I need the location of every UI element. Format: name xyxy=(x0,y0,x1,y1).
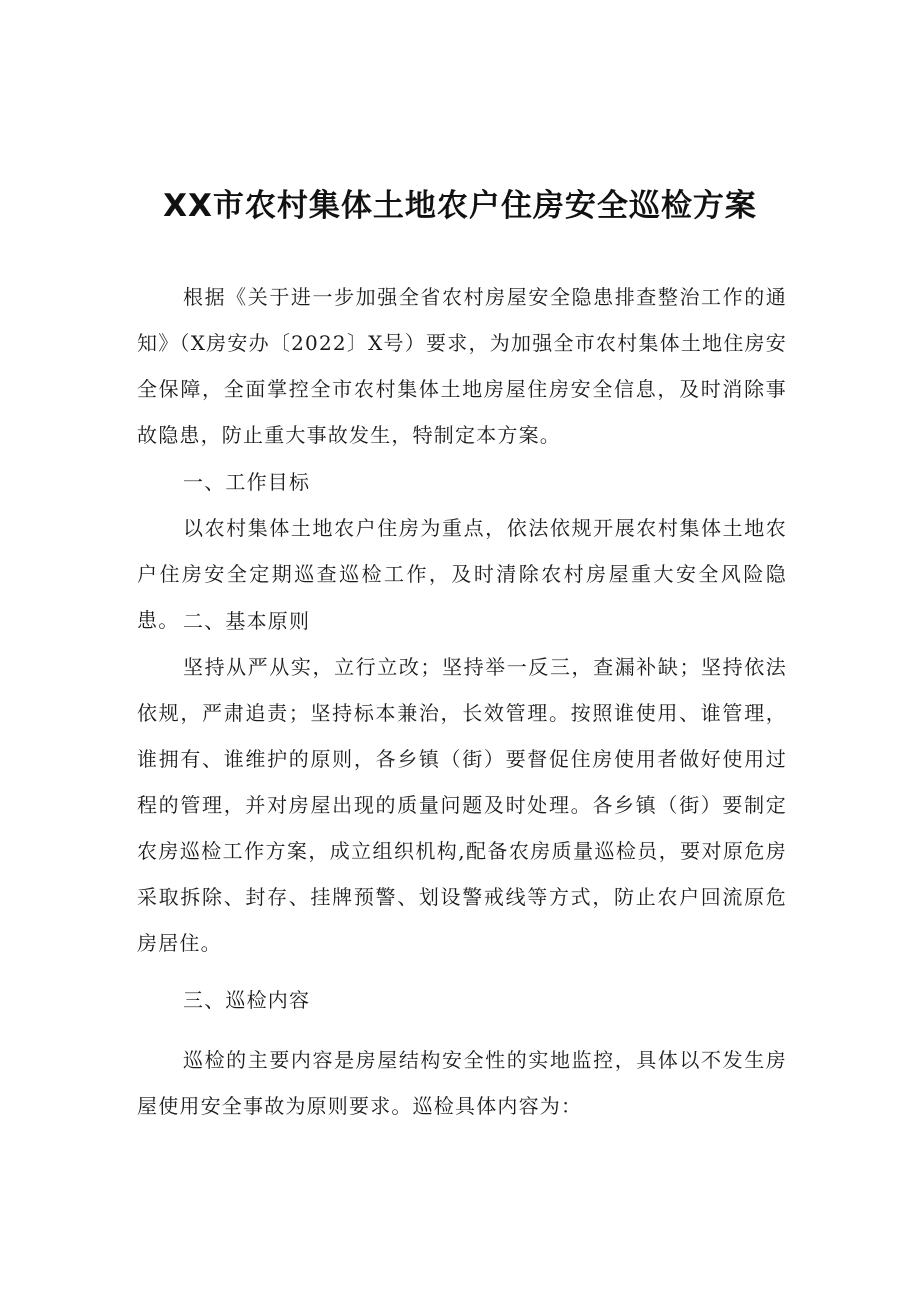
section-body-inspection-content: 巡检的主要内容是房屋结构安全性的实地监控，具体以不发生房屋使用安全事故为原则要求。巡检具体内容为： xyxy=(137,1048,787,1118)
section-heading-principles: 二、基本原则 xyxy=(183,609,311,633)
intro-paragraph: 根据《关于进一步加强全省农村房屋安全隐患排查整治工作的通知》（X房安办〔2022〕X号）要求，为加强全市农村集体土地住房安全保障，全面掌控全市农村集体土地房屋住房安全信息，及时消除事故隐患，防止重大事故发生，特制定本方案。 xyxy=(137,285,787,447)
section-body-goals: 以农村集体土地农户住房为重点，依法依规开展农村集体土地农户住房安全定期巡查巡检工作，及时清除农村房屋重大安全风险隐患。 xyxy=(137,516,787,632)
section-body-principles: 坚持从严从实，立行立改；坚持举一反三，查漏补缺；坚持依法依规，严肃追责；坚持标本兼治，长效管理。按照谁使用、谁管理，谁拥有、谁维护的原则，各乡镇（街）要督促住房使用者做好使用过程的管理，并对房屋出现的质量问题及时处理。各乡镇（街）要制定农房巡检工作方案，成立组织机构,配备农房质量巡检员，要对原危房采取拆除、封存、挂牌预警、划设警戒线等方式，防止农户回流原危房居住。 xyxy=(137,655,787,955)
document-title: XX市农村集体土地农户住房安全巡检方案 xyxy=(163,188,757,224)
section-heading-goals: 一、工作目标 xyxy=(183,470,311,494)
section-heading-inspection-content: 三、巡检内容 xyxy=(183,988,311,1012)
